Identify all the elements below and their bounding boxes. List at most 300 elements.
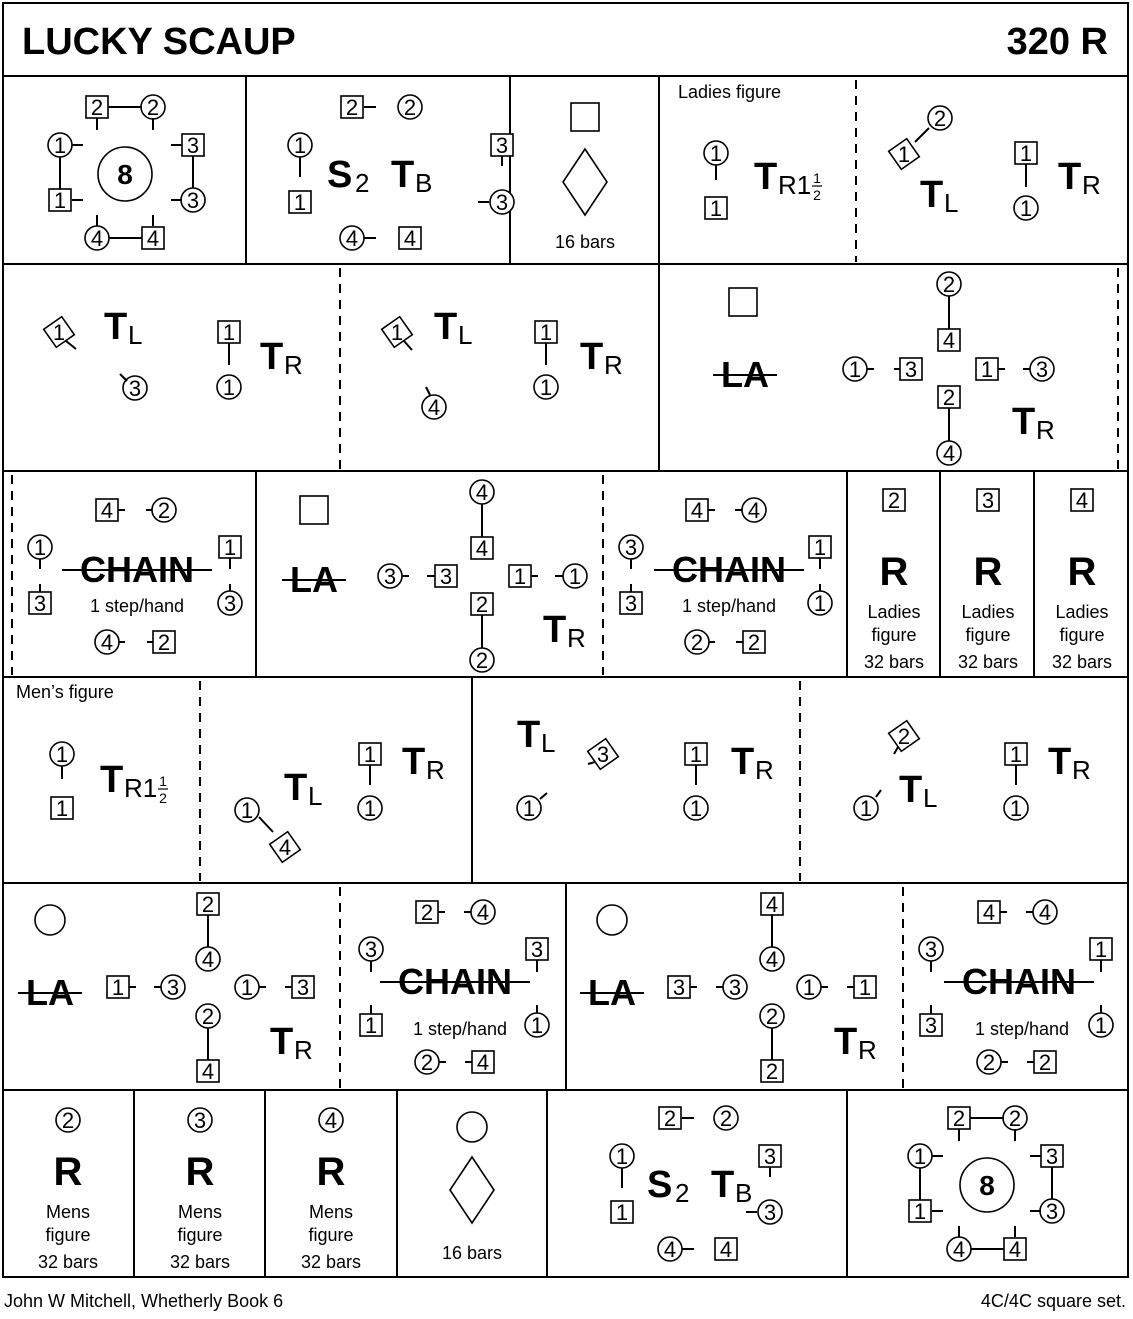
dancer-number: 3 [981,488,995,513]
dancer-woman-3 [1040,1199,1064,1224]
dancer-number: 4 [100,498,114,523]
dancer-man-1 [219,535,241,560]
turn-subscript: R [755,755,774,785]
mens-label: Mens [45,1202,91,1222]
dancer-number: 4 [100,630,114,655]
dancer-number: 4 [146,226,160,251]
men-symbol-icon [300,496,328,524]
turn-letter: T [1058,156,1082,198]
dancer-woman-2 [937,272,961,297]
dance-code: 320 R [1006,21,1108,63]
dancer-number: 1 [980,357,994,382]
dancer-woman-2 [1003,1106,1027,1131]
dancer-woman-1 [684,796,708,821]
dancer-man-2 [883,488,905,513]
figure-label: figure [308,1225,354,1245]
dancer-number: 2 [765,1059,779,1084]
turn-label [1048,741,1091,785]
dancer-man-2 [761,1059,783,1084]
dancer-number: 1 [615,1144,629,1169]
dancer-man-2 [743,630,765,655]
turn-letter: T [543,609,567,651]
dancer-woman-3 [218,591,242,616]
dancer-woman-1 [843,357,867,382]
left-allemande-label: LA [26,972,74,1013]
diamond-formation-icon [450,1157,494,1223]
dancer-number: 2 [201,1004,215,1029]
dancer-number: 3 [166,975,180,1000]
dancer-number: 4 [982,900,996,925]
left-allemande-label: LA [290,559,338,600]
eight-label: 8 [117,159,133,190]
turn-subscript: R [426,755,445,785]
dancer-number: 1 [55,742,69,767]
mens-figure-label: Men’s figure [16,682,114,702]
turn-label [517,714,555,758]
dancer-number: 1 [52,320,66,345]
turn-subscript: R [858,1035,877,1065]
dancer-man-4 [978,900,1000,925]
dancer-number: 4 [747,498,761,523]
fraction-denominator: 2 [159,790,167,806]
connector-line [120,374,127,381]
chain-label: CHAIN [962,961,1076,1002]
dancer-woman-4 [760,947,784,972]
bars-label: 16 bars [441,1243,503,1263]
turn-subscript: L [458,320,473,350]
dancer-woman-4 [937,441,961,466]
dancer-number: 1 [223,535,237,560]
dancer-man-4 [472,1050,494,1075]
dancer-number: 3 [193,1108,207,1133]
dancer-number: 1 [513,564,527,589]
dancer-woman-2 [415,1050,439,1075]
dancer-man-turned-1 [889,139,920,170]
turn-label [270,1021,313,1065]
dancer-woman-4 [947,1237,971,1262]
dancer-number: 1 [363,796,377,821]
repeat-label: R [879,550,909,594]
dancer-man-1 [1005,742,1027,767]
chain-label: CHAIN [398,961,512,1002]
turn-label [104,306,142,350]
turn-subscript: B [735,1178,753,1208]
dancer-number: 1 [111,975,125,1000]
dancer-woman-3 [1030,357,1054,382]
dancer-number: 1 [848,357,862,382]
dancer-woman-4 [1033,900,1057,925]
dancer-number: 1 [1019,196,1033,221]
dancer-number: 1 [813,535,827,560]
dancer-number: 4 [476,1050,490,1075]
dancer-woman-4 [85,226,109,251]
dancer-woman-4 [658,1237,682,1262]
turn-label [754,156,822,203]
dancer-number: 2 [475,648,489,673]
dancer-woman-4 [742,498,766,523]
dancer-woman-2 [977,1050,1001,1075]
repeat-label: R [1067,550,1097,594]
dancer-number: 1 [615,1200,629,1225]
dancer-man-1 [685,742,707,767]
dancer-number: 4 [942,441,956,466]
dancer-number: 4 [324,1108,338,1133]
dancer-number: 2 [201,892,215,917]
dancer-woman-4 [196,947,220,972]
dancer-man-turned-1 [382,317,413,348]
dancer-number: 3 [439,564,453,589]
dancer-number: 1 [390,320,404,345]
dancer-man-2 [341,95,363,120]
dancer-woman-3 [378,564,402,589]
dancer-woman-3 [181,188,205,213]
dancer-number: 4 [952,1237,966,1262]
turn-label [920,174,958,218]
dancer-number: 2 [663,1106,677,1131]
dancer-number: 1 [1094,937,1108,962]
dancer-number: 1 [33,535,47,560]
dancer-man-3 [668,975,690,1000]
dancer-number: 4 [765,947,779,972]
dancer-woman-1 [28,535,52,560]
setting-letter: S [327,154,353,196]
dancer-woman-1 [48,133,72,158]
dancer-woman-3 [723,975,747,1000]
dancer-number: 3 [383,564,397,589]
dancer-number: 1 [363,742,377,767]
dancer-number: 2 [690,630,704,655]
figure-label: figure [1059,625,1105,645]
dancer-number: 3 [924,1013,938,1038]
mens-label: Mens [177,1202,223,1222]
dancer-number: 1 [813,591,827,616]
turn-subscript: L [541,728,556,758]
bars-label: 32 bars [169,1252,231,1272]
dancer-number: 2 [403,95,417,120]
dancer-woman-1 [50,742,74,767]
setting-subscript: 2 [675,1178,690,1208]
dancer-man-2 [948,1106,970,1131]
dancer-number: 3 [728,975,742,1000]
dancer-woman-3 [919,937,943,962]
turn-letter: T [754,156,778,198]
dancer-number: 2 [157,630,171,655]
turn-letter: T [260,336,284,378]
dancer-number: 1 [913,1144,927,1169]
dancer-number: 3 [624,591,638,616]
dancer-number: 1 [55,796,69,821]
dancer-number: 4 [1075,488,1089,513]
turn-letter: T [1012,401,1036,443]
turn-letter: T [517,714,541,756]
dancer-number: 3 [495,133,509,158]
dancer-number: 2 [747,630,761,655]
ladies-label: Ladies [867,602,921,622]
dancer-man-1 [535,320,557,345]
dancer-number: 1 [293,190,307,215]
turn-subscript: R [1082,170,1101,200]
ladies-label: Ladies [1055,602,1109,622]
diamond-formation-icon [563,149,607,215]
dancer-number: 1 [802,975,816,1000]
dancer-number: 1 [1009,742,1023,767]
connector-line [404,341,412,350]
turn-subscript: R [567,623,586,653]
dancer-number: 3 [186,133,200,158]
turn-label [1012,401,1055,445]
dancer-woman-1 [358,796,382,821]
dancer-number: 1 [568,564,582,589]
dancer-number: 1 [859,796,873,821]
dancer-number: 2 [1038,1050,1052,1075]
dancer-man-1 [359,742,381,767]
dancer-number: 3 [223,591,237,616]
dancer-man-1 [49,188,71,213]
dancer-number: 1 [240,798,254,823]
step-per-hand-label: 1 step/hand [974,1019,1070,1039]
dancer-man-1 [360,1013,382,1038]
dancer-man-2 [1034,1050,1056,1075]
repeat-label: R [973,550,1003,594]
dancer-woman-1 [517,796,541,821]
dancer-number: 1 [222,375,236,400]
repeat-label: R [53,1150,83,1194]
dancer-man-4 [197,1059,219,1084]
dancer-number: 1 [709,196,723,221]
dancer-man-1 [1015,141,1037,166]
turn-label [899,769,937,813]
dancer-number: 1 [293,133,307,158]
dancer-man-turned-2 [889,721,920,752]
dancer-number: 2 [90,95,104,120]
dancer-man-3 [759,1144,781,1169]
dancer-man-1 [909,1199,931,1224]
dancer-man-3 [526,937,548,962]
turn-letter: T [270,1021,294,1063]
dancer-woman-3 [490,190,514,215]
dancer-number: 1 [522,796,536,821]
turn-letter: T [1048,741,1072,783]
dancer-number: 3 [596,742,610,767]
bars-label: 32 bars [863,652,925,672]
connector-line [876,790,881,797]
dancer-number: 1 [689,742,703,767]
dancer-number: 3 [530,937,544,962]
connector-line [426,387,430,395]
dancer-man-4 [686,498,708,523]
connector-line [915,128,929,142]
turn-label [100,759,168,806]
page-title: LUCKY SCAUP [22,21,296,63]
turn-letter: T [391,154,415,196]
dancer-number: 4 [201,947,215,972]
dancer-man-3 [435,564,457,589]
dancer-number: 2 [952,1106,966,1131]
dancer-woman-1 [534,375,558,400]
turn-subscript: R [294,1035,313,1065]
dancer-man-1 [289,190,311,215]
dancer-number: 3 [904,357,918,382]
dancer-number: 3 [1045,1199,1059,1224]
dancer-woman-4 [471,900,495,925]
dancer-number: 2 [146,95,160,120]
repeat-label: R [316,1150,346,1194]
dancer-woman-1 [908,1144,932,1169]
dancer-man-4 [1004,1237,1026,1262]
dancer-number: 1 [689,796,703,821]
dancer-number: 4 [278,835,292,860]
women-symbol-icon [457,1112,487,1142]
dancer-woman-3 [188,1108,212,1133]
connector-line [540,793,547,799]
ladies-figure-label: Ladies figure [678,82,782,102]
dancer-number: 3 [296,975,310,1000]
mens-label: Mens [308,1202,354,1222]
dance-diagram [2,2,1131,1317]
dancer-man-4 [715,1237,737,1262]
dancer-woman-1 [217,375,241,400]
dancer-number: 4 [690,498,704,523]
figure-label: figure [965,625,1011,645]
chain-label: CHAIN [80,549,194,590]
turn-letter: T [402,741,426,783]
dancer-woman-1 [1004,796,1028,821]
dancer-number: 4 [475,536,489,561]
dancer-number: 3 [624,535,638,560]
dancer-man-3 [182,133,204,158]
dancer-number: 2 [475,592,489,617]
dancer-number: 3 [495,190,509,215]
fraction-numerator: 1 [813,170,821,186]
dancer-man-4 [96,498,118,523]
dancer-man-1 [107,975,129,1000]
dancer-man-3 [1041,1144,1063,1169]
turn-letter: T [100,759,124,801]
dancer-number: 3 [1035,357,1049,382]
dancer-woman-2 [928,106,952,131]
dancer-number: 1 [539,375,553,400]
dancer-number: 2 [765,1004,779,1029]
dancer-woman-1 [704,141,728,166]
dancer-man-1 [705,196,727,221]
connector-line [588,762,595,764]
dancer-number: 2 [933,106,947,131]
dancer-man-4 [938,328,960,353]
women-symbol-icon [597,905,627,935]
connector-line [66,341,76,349]
bars-label: 16 bars [554,232,616,252]
dancer-woman-2 [760,1004,784,1029]
turn-label [260,336,303,380]
turn-subscript: B [415,168,433,198]
dancer-man-4 [1071,488,1093,513]
dancer-man-2 [86,95,108,120]
dancer-number: 4 [942,328,956,353]
dancer-number: 4 [1008,1237,1022,1262]
dancer-woman-1 [563,564,587,589]
fraction-denominator: 2 [813,187,821,203]
dancer-woman-2 [685,630,709,655]
chain-label: CHAIN [672,549,786,590]
turn-label [1058,156,1101,200]
turn-subscript: L [308,781,323,811]
dancer-number: 4 [765,892,779,917]
dancer-man-3 [900,357,922,382]
left-allemande-label: LA [588,972,636,1013]
dancer-man-2 [471,592,493,617]
dancer-man-1 [1090,937,1112,962]
dancer-man-1 [509,564,531,589]
dancer-number: 1 [913,1199,927,1224]
dancer-man-2 [659,1106,681,1131]
dancer-man-1 [976,357,998,382]
step-per-hand-label: 1 step/hand [89,596,185,616]
figure-label: figure [871,625,917,645]
turn-subscript: R1 [124,773,158,803]
dancer-woman-4 [95,630,119,655]
dancer-man-1 [809,535,831,560]
dancer-woman-1 [808,591,832,616]
dancer-number: 1 [1019,141,1033,166]
turn-letter: T [104,306,128,348]
dancer-man-1 [218,320,240,345]
dancer-number: 3 [763,1200,777,1225]
turn-label [543,609,586,653]
dancer-man-3 [491,133,513,158]
dancer-man-2 [197,892,219,917]
dancer-woman-1 [1089,1013,1113,1038]
dancer-number: 4 [90,226,104,251]
turn-label [402,741,445,785]
dancer-number: 4 [475,480,489,505]
turn-label [731,741,774,785]
dancer-woman-1 [797,975,821,1000]
dancer-number: 4 [403,226,417,251]
dancer-number: 2 [1008,1106,1022,1131]
dancer-number: 1 [530,1013,544,1038]
dancer-number: 1 [539,320,553,345]
bars-label: 32 bars [300,1252,362,1272]
dancer-number: 1 [1009,796,1023,821]
dancer-woman-1 [854,796,878,821]
dancer-man-3 [620,591,642,616]
source-credit: John W Mitchell, Whetherly Book 6 [4,1291,284,1311]
turn-subscript: L [944,188,959,218]
dancer-number: 2 [61,1108,75,1133]
dancer-woman-1 [610,1144,634,1169]
dancer-number: 4 [719,1237,733,1262]
turn-letter: T [731,741,755,783]
fraction-numerator: 1 [159,773,167,789]
dancer-man-4 [399,226,421,251]
dancer-woman-1 [288,133,312,158]
turn-subscript: R [284,350,303,380]
dancer-number: 4 [427,395,441,420]
dancer-woman-3 [161,975,185,1000]
step-per-hand-label: 1 step/hand [412,1019,508,1039]
dancer-number: 1 [1094,1013,1108,1038]
step-per-hand-label: 1 step/hand [681,596,777,616]
dancer-woman-3 [359,937,383,962]
turn-letter: T [434,306,458,348]
turn-letter: T [834,1021,858,1063]
dancer-woman-1 [525,1013,549,1038]
dancer-number: 1 [53,188,67,213]
repeat-label: R [185,1150,215,1194]
dancer-number: 3 [1045,1144,1059,1169]
dancer-number: 1 [53,133,67,158]
dancer-woman-2 [141,95,165,120]
